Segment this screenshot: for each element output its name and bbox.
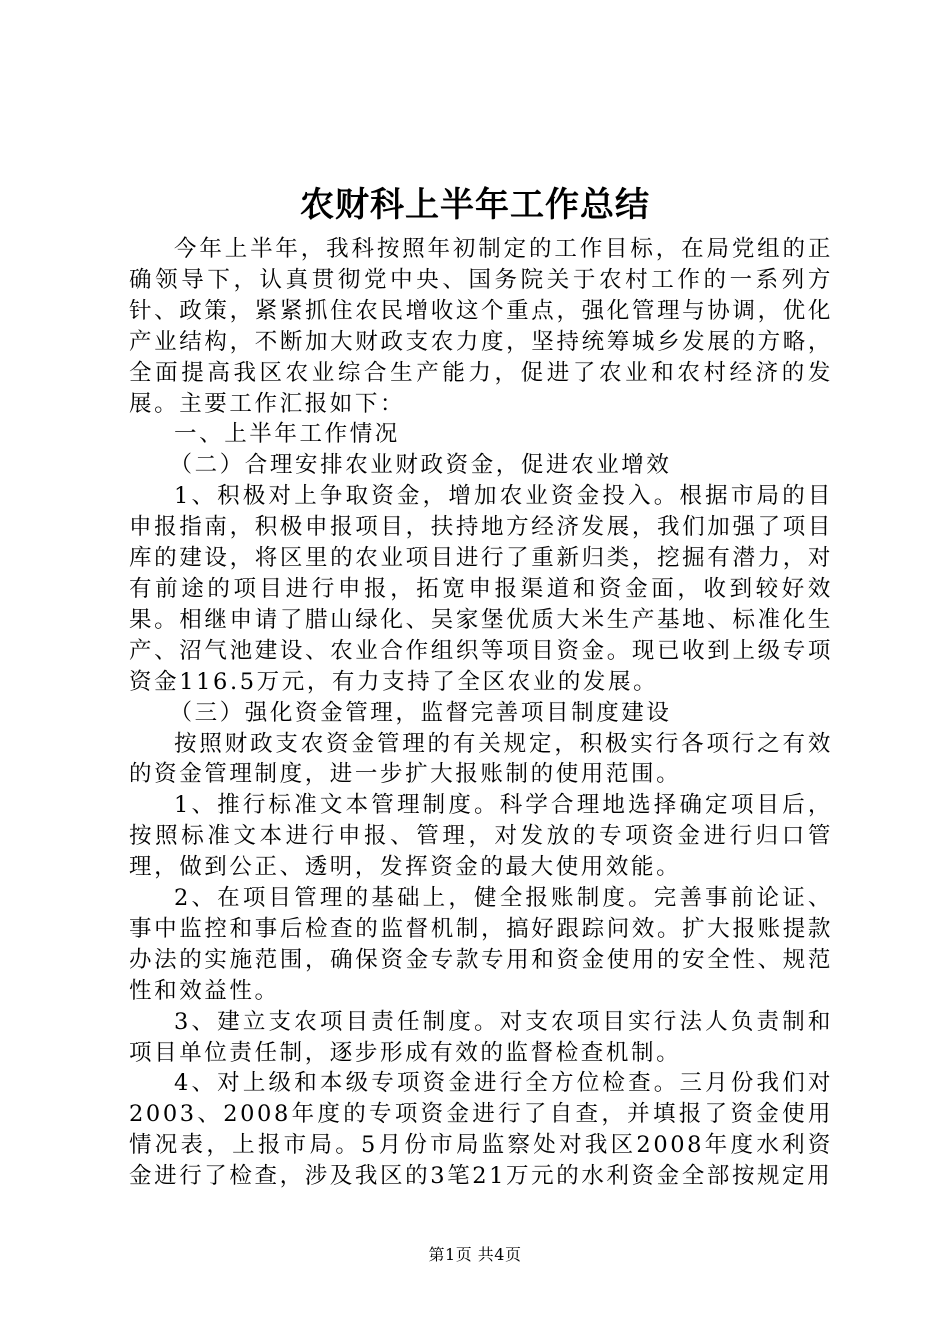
subsection-heading: （二）合理安排农业财政资金，促进农业增效: [169, 452, 672, 479]
body-paragraph: 按照财政支农资金管理的有关规定，积极实行各项行之有效的资金管理制度，进一步扩大报账制的使用范围。: [129, 730, 833, 788]
body-paragraph: 1、推行标准文本管理制度。科学合理地选择确定项目后，按照标准文本进行申报、管理，对发放的专项资金进行归口管理，做到公正、透明，发挥资金的最大使用效能。: [129, 792, 833, 881]
body-paragraph: 3、建立支农项目责任制度。对支农项目实行法人负责制和项目单位责任制，逐步形成有效的监督检查机制。: [129, 1008, 833, 1066]
intro-paragraph: 今年上半年，我科按照年初制定的工作目标，在局党组的正确领导下，认真贯彻党中央、国务院关于农村工作的一系列方针、政策，紧紧抓住农民增收这个重点，强化管理与协调，优化产业结构，不断加大财政支农力度，坚持统筹城乡发展的方略，全面提高我区农业综合生产能力，促进了农业和农村经济的发展。主要工作汇报如下：: [129, 236, 833, 417]
document-body: [129, 234, 833, 1192]
section-heading: 一、上半年工作情况: [174, 421, 400, 448]
document-title: 农财科上半年工作总结: [300, 185, 650, 225]
body-paragraph: 2、在项目管理的基础上，健全报账制度。完善事前论证、事中监控和事后检查的监督机制，搞好跟踪问效。扩大报账提款办法的实施范围，确保资金专款专用和资金使用的安全性、规范性和效益性。: [129, 885, 833, 1004]
body-paragraph: 1、积极对上争取资金，增加农业资金投入。根据市局的目申报指南，积极申报项目，扶持地方经济发展，我们加强了项目库的建设，将区里的农业项目进行了重新归类，挖掘有潜力，对有前途的项目进行申报，拓宽申报渠道和资金面，收到较好效果。相继申请了腊山绿化、吴家堡优质大米生产基地、标准化生产、沼气池建设、农业合作组织等项目资金。现已收到上级专项资金116.5万元，有力支持了全区农业的发展。: [129, 483, 833, 695]
subsection-heading: （三）强化资金管理，监督完善项目制度建设: [169, 699, 672, 726]
body-paragraph: 4、对上级和本级专项资金进行全方位检查。三月份我们对2003、2008年度的专项资金进行了自查，并填报了资金使用情况表，上报市局。5月份市局监察处对我区2008年度水利资金进行了检查，涉及我区的3笔21万元的水利资金全部按规定用: [129, 1070, 833, 1190]
page-number-footer: 第1页 共4页: [428, 1245, 522, 1264]
